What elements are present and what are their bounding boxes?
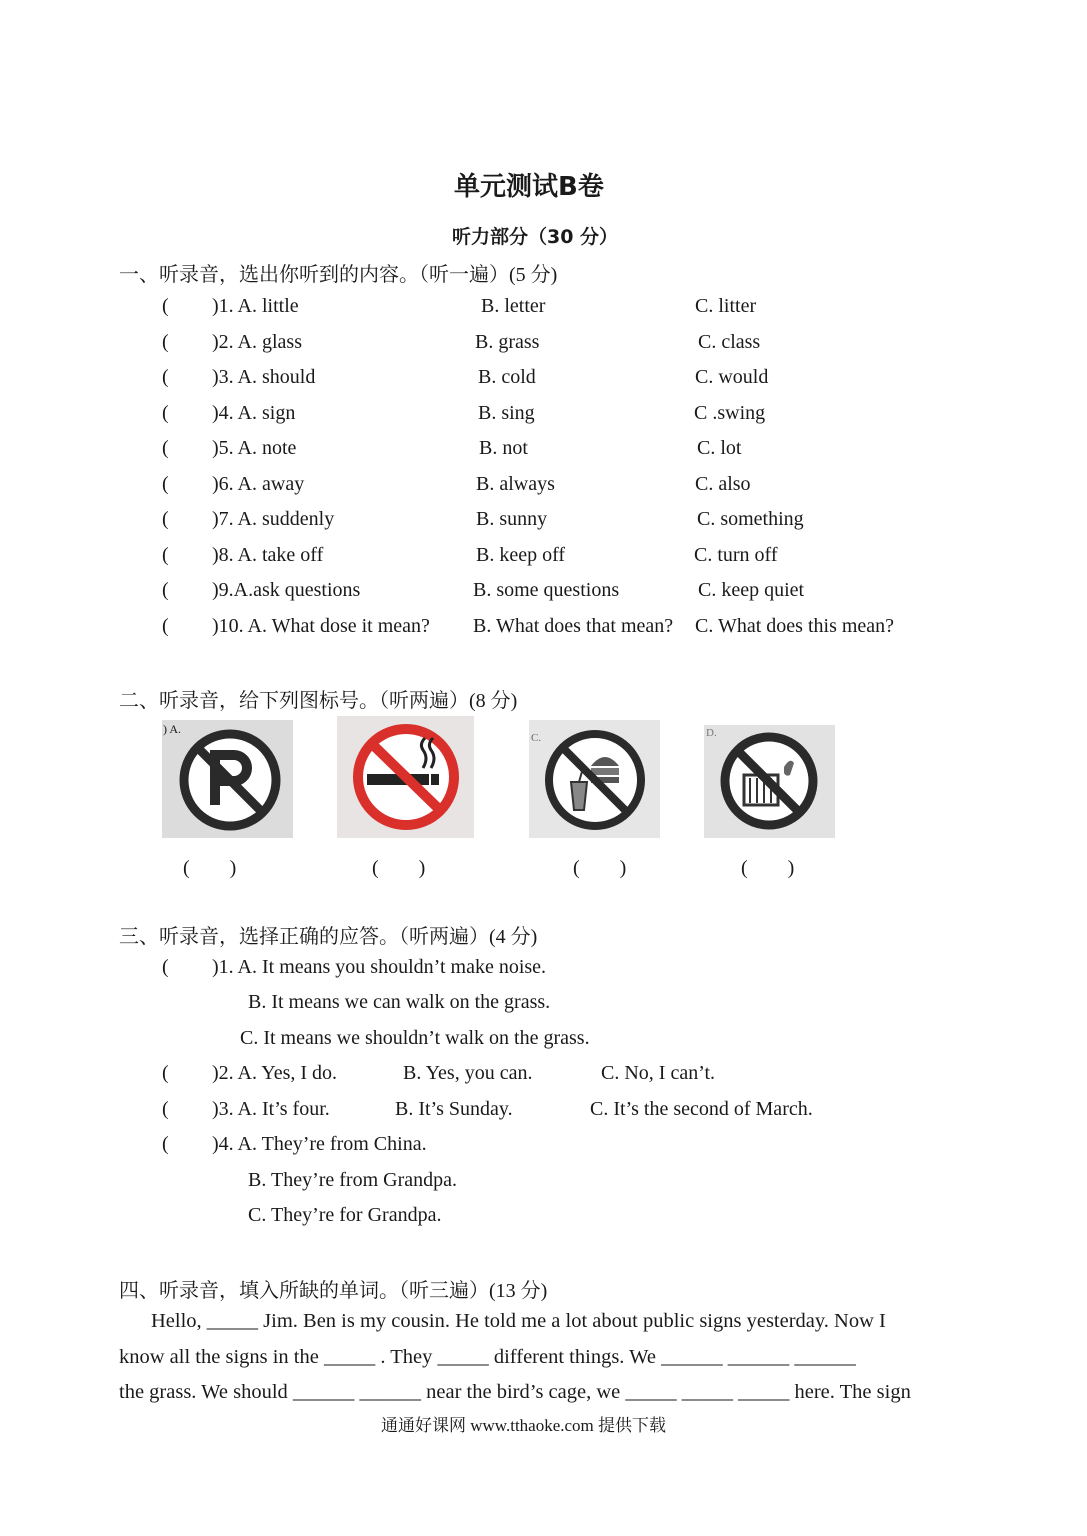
answer-paren[interactable]: ( (162, 544, 169, 566)
sign-answer-paren[interactable]: ( ) (741, 857, 795, 879)
option-c: C. It means we shouldn’t walk on the grass. (240, 1027, 590, 1049)
option-a: )5. A. note (212, 437, 297, 459)
answer-paren[interactable]: ( (162, 508, 169, 530)
answer-paren[interactable]: ( (162, 956, 169, 978)
page-subtitle: 听力部分（30 分） (452, 226, 619, 248)
section2-heading: 二、听录音，给下列图标号。（听两遍）(8 分) (119, 690, 518, 712)
option-b: B. sunny (476, 508, 548, 530)
option-b: B. grass (475, 331, 540, 353)
no-parking-icon (162, 720, 293, 838)
option-a: )4. A. sign (212, 402, 296, 424)
option-b: B. some questions (473, 579, 620, 601)
option-b: B. always (476, 473, 555, 495)
sign-answer-paren[interactable]: ( ) (573, 857, 627, 879)
sign-answer-paren[interactable]: ( ) (372, 857, 426, 879)
option-b: B. keep off (476, 544, 566, 566)
answer-paren[interactable]: ( (162, 473, 169, 495)
no-littering-sign (704, 725, 835, 838)
answer-paren[interactable]: ( (162, 295, 169, 317)
option-b: B. sing (478, 402, 535, 424)
option-c: C. litter (695, 295, 757, 317)
no-food-drink-icon (529, 720, 660, 838)
option-c: C. turn off (694, 544, 778, 566)
option-b: B. It means we can walk on the grass. (248, 991, 551, 1013)
option-a: )8. A. take off (212, 544, 324, 566)
option-c: C. class (698, 331, 761, 353)
option-a: )6. A. away (212, 473, 305, 495)
option-a: )3. A. It’s four. (212, 1098, 330, 1120)
option-b: B. cold (478, 366, 536, 388)
answer-paren[interactable]: ( (162, 1133, 169, 1155)
option-a: )9.A.ask questions (212, 579, 361, 601)
answer-paren[interactable]: ( (162, 1062, 169, 1084)
option-b: B. They’re from Grandpa. (248, 1169, 458, 1191)
option-c: C. No, I can’t. (601, 1062, 716, 1084)
option-c: C. They’re for Grandpa. (248, 1204, 442, 1226)
answer-paren[interactable]: ( (162, 1098, 169, 1120)
option-a: )3. A. should (212, 366, 316, 388)
section4-heading: 四、听录音，填入所缺的单词。（听三遍）(13 分) (119, 1280, 548, 1302)
no-parking-sign (162, 720, 293, 838)
page-title: 单元测试B卷 (454, 172, 604, 202)
option-a: )4. A. They’re from China. (212, 1133, 427, 1155)
answer-paren[interactable]: ( (162, 579, 169, 601)
option-c: C .swing (694, 402, 766, 424)
no-smoking-sign (337, 716, 474, 838)
sign-answer-paren[interactable]: ( ) (183, 857, 237, 879)
sign-letter: C. (531, 732, 542, 744)
option-c: C. also (695, 473, 751, 495)
answer-paren[interactable]: ( (162, 366, 169, 388)
option-c: C. something (697, 508, 804, 530)
option-a: )10. A. What dose it mean? (212, 615, 430, 637)
passage-line: know all the signs in the _____ . They _____ different things. We ______ ______ ______ (119, 1346, 856, 1368)
option-b: B. letter (481, 295, 546, 317)
option-c: C. keep quiet (698, 579, 805, 601)
sign-letter: D. (706, 727, 717, 739)
option-a: )1. A. little (212, 295, 299, 317)
section3-heading: 三、听录音，选择正确的应答。（听两遍）(4 分) (119, 926, 538, 948)
section1-heading: 一、听录音，选出你听到的内容。（听一遍）(5 分) (119, 264, 558, 286)
no-littering-icon (704, 725, 835, 838)
answer-paren[interactable]: ( (162, 331, 169, 353)
no-smoking-icon (337, 716, 474, 838)
option-a: )2. A. Yes, I do. (212, 1062, 338, 1084)
option-c: C. It’s the second of March. (590, 1098, 813, 1120)
footer-source: 通通好课网 www.tthaoke.com 提供下载 (381, 1416, 667, 1435)
passage-line: Hello, _____ Jim. Ben is my cousin. He told me a lot about public signs yesterday. Now I (151, 1310, 886, 1332)
option-c: C. would (695, 366, 769, 388)
option-a: )7. A. suddenly (212, 508, 335, 530)
no-food-drink-sign (529, 720, 660, 838)
passage-line: the grass. We should ______ ______ near the bird’s cage, we _____ _____ _____ here. The sign (119, 1381, 911, 1403)
option-c: C. lot (697, 437, 742, 459)
option-b: B. It’s Sunday. (395, 1098, 513, 1120)
option-b: B. What does that mean? (473, 615, 674, 637)
option-b: B. not (479, 437, 528, 459)
sign-letter: ) A. (163, 722, 181, 736)
option-c: C. What does this mean? (695, 615, 895, 637)
option-a: )1. A. It means you shouldn’t make noise. (212, 956, 547, 978)
answer-paren[interactable]: ( (162, 437, 169, 459)
option-b: B. Yes, you can. (403, 1062, 533, 1084)
option-a: )2. A. glass (212, 331, 302, 353)
answer-paren[interactable]: ( (162, 402, 169, 424)
answer-paren[interactable]: ( (162, 615, 169, 637)
